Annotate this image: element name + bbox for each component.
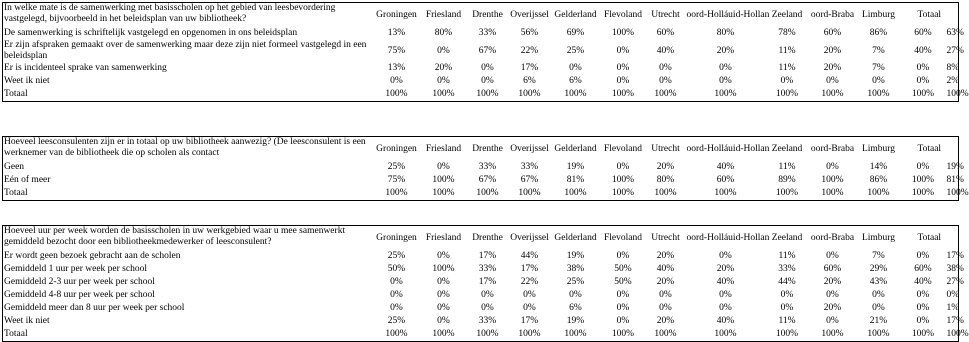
cell-value: 0% bbox=[437, 277, 450, 287]
cell-value: 40% bbox=[656, 45, 675, 56]
cell-value: 100% bbox=[809, 88, 857, 102]
cell-value: 0% bbox=[916, 162, 930, 172]
cell-value: 86% bbox=[869, 175, 888, 185]
table-samenwerking bbox=[2, 2, 969, 102]
row-label: Gemiddeld 1 uur per week per school bbox=[3, 263, 373, 276]
cell-value: 20% bbox=[656, 251, 675, 261]
col-header: Limburg bbox=[857, 3, 901, 27]
cell-value: 100% bbox=[766, 88, 809, 102]
cell-value: 40% bbox=[716, 277, 735, 287]
cell-value: 20% bbox=[823, 63, 842, 73]
cell-value: 13% bbox=[387, 28, 406, 38]
cell-value: 0% bbox=[390, 277, 403, 287]
cell-value: 20% bbox=[823, 45, 842, 56]
cell-value: 100% bbox=[373, 187, 421, 201]
cell-value: 100% bbox=[857, 328, 901, 342]
cell-value: 25% bbox=[566, 277, 585, 287]
col-header: Friesland bbox=[421, 3, 467, 27]
table-row bbox=[3, 328, 959, 342]
cell-value: 100% bbox=[686, 328, 766, 342]
table-row bbox=[3, 161, 959, 174]
cell-value: 0% bbox=[616, 76, 630, 86]
col-header: Groningen bbox=[373, 137, 421, 161]
cell-value: 0% bbox=[437, 303, 450, 313]
table-row bbox=[3, 263, 959, 276]
col-header: Flevoland bbox=[601, 137, 646, 161]
cell-value: 0% bbox=[659, 290, 672, 300]
table-row bbox=[3, 62, 959, 75]
cell-value: 11% bbox=[778, 45, 796, 56]
table-row bbox=[3, 27, 959, 40]
cell-value: 0% bbox=[481, 290, 494, 300]
cell-value: 0% bbox=[616, 316, 630, 326]
cell-value: 11% bbox=[778, 251, 796, 261]
cell-value: 81% bbox=[566, 175, 585, 185]
cell-value: 25% bbox=[387, 162, 406, 172]
cell-value: 100% bbox=[901, 328, 946, 342]
cell-value: 0% bbox=[780, 290, 794, 300]
cell-value: 100% bbox=[421, 187, 467, 201]
cell-value: 100% bbox=[646, 187, 686, 201]
col-header: Groningen bbox=[373, 226, 421, 250]
cell-value: 100% bbox=[611, 28, 635, 38]
table-row bbox=[3, 289, 959, 302]
cell-value: 20% bbox=[716, 45, 735, 56]
col-header: Flevoland bbox=[601, 226, 646, 250]
cell-value: 100% bbox=[901, 88, 946, 102]
cell-value: 60% bbox=[914, 28, 932, 38]
cell-value: 20% bbox=[656, 316, 675, 326]
cell-value: 0% bbox=[719, 290, 732, 300]
cell-value: 0% bbox=[523, 290, 536, 300]
cell-value: 20% bbox=[823, 277, 842, 287]
cell-value: 100% bbox=[601, 187, 646, 201]
cell-value: 17% bbox=[946, 251, 964, 261]
cell-value: 100% bbox=[373, 88, 421, 102]
table-header bbox=[3, 137, 959, 161]
cell-value: 0% bbox=[780, 303, 794, 313]
cell-value: 100% bbox=[857, 187, 901, 201]
cell-value: 0% bbox=[437, 76, 450, 86]
row-label: Weet ik niet bbox=[3, 75, 373, 88]
cell-value: 33% bbox=[478, 264, 497, 274]
cell-value: 40% bbox=[914, 45, 932, 56]
cell-value: 100% bbox=[509, 328, 551, 342]
cell-value: 19% bbox=[566, 316, 585, 326]
cell-value: 100% bbox=[646, 328, 686, 342]
row-label: Eén of meer bbox=[3, 174, 373, 187]
cell-value: 11% bbox=[778, 316, 796, 326]
cell-value: 100% bbox=[809, 187, 857, 201]
cell-value: 11% bbox=[778, 63, 796, 73]
cell-value: 63% bbox=[946, 28, 964, 38]
cell-value: 0% bbox=[616, 251, 630, 261]
cell-value: 40% bbox=[716, 316, 735, 326]
col-header: Gelderland bbox=[551, 3, 601, 27]
col-header: Zeeland bbox=[766, 3, 809, 27]
col-header: Overijssel bbox=[509, 137, 551, 161]
cell-value: 20% bbox=[656, 162, 675, 172]
cell-value: 0% bbox=[826, 290, 839, 300]
cell-value: 0% bbox=[437, 45, 450, 56]
cell-value: 80% bbox=[716, 28, 735, 38]
cell-value: 100% bbox=[601, 328, 646, 342]
table-row bbox=[3, 40, 959, 62]
col-header: Flevoland bbox=[601, 3, 646, 27]
cell-value: 100% bbox=[946, 329, 969, 339]
cell-value: 25% bbox=[387, 316, 406, 326]
cell-value: 21% bbox=[869, 316, 888, 326]
col-header: Friesland bbox=[421, 226, 467, 250]
cell-value: 0% bbox=[659, 76, 672, 86]
col-header: Totaal bbox=[901, 3, 959, 27]
table-row bbox=[3, 302, 959, 315]
cell-value: 38% bbox=[566, 264, 585, 274]
cell-value: 33% bbox=[478, 28, 497, 38]
cell-value: 38% bbox=[946, 264, 964, 274]
col-header: Friesland bbox=[421, 137, 467, 161]
cell-value: 25% bbox=[387, 251, 406, 261]
col-header: Utrecht bbox=[646, 226, 686, 250]
cell-value: 0% bbox=[916, 316, 930, 326]
cell-value: 0% bbox=[872, 290, 885, 300]
cell-value: 0% bbox=[872, 303, 885, 313]
cell-value: 75% bbox=[387, 45, 406, 56]
col-header: Limburg bbox=[857, 226, 901, 250]
cell-value: 0% bbox=[437, 162, 450, 172]
col-header: Gelderland bbox=[551, 226, 601, 250]
cell-value: 19% bbox=[566, 251, 585, 261]
row-label: Er wordt geen bezoek gebracht aan de scholen bbox=[3, 250, 373, 263]
cell-value: 0% bbox=[616, 290, 630, 300]
cell-value: 100% bbox=[809, 328, 857, 342]
cell-value: 100% bbox=[551, 88, 601, 102]
table-row bbox=[3, 88, 959, 102]
cell-value: 100% bbox=[611, 175, 635, 185]
cell-value: 80% bbox=[434, 28, 453, 38]
cell-value: 33% bbox=[520, 162, 539, 172]
cell-value: 67% bbox=[520, 175, 539, 185]
cell-value: 100% bbox=[821, 175, 844, 185]
table-row bbox=[3, 276, 959, 289]
cell-value: 0% bbox=[437, 251, 450, 261]
cell-value: 86% bbox=[869, 28, 888, 38]
cell-value: 0% bbox=[437, 290, 450, 300]
cell-value: 25% bbox=[566, 45, 585, 56]
cell-value: 100% bbox=[686, 88, 766, 102]
cell-value: 20% bbox=[656, 277, 675, 287]
col-header: Gelderland bbox=[551, 137, 601, 161]
cell-value: 17% bbox=[520, 264, 539, 274]
cell-value: 0% bbox=[481, 63, 494, 73]
cell-value: 11% bbox=[778, 162, 796, 172]
cell-value: 50% bbox=[387, 264, 406, 274]
cell-value: 33% bbox=[478, 162, 497, 172]
cell-value: 17% bbox=[520, 316, 539, 326]
cell-value: 100% bbox=[601, 88, 646, 102]
cell-value: 29% bbox=[869, 264, 888, 274]
col-header: Totaal bbox=[901, 226, 959, 250]
cell-value: 2% bbox=[946, 76, 960, 86]
cell-value: 0% bbox=[616, 162, 630, 172]
cell-value: 22% bbox=[520, 277, 539, 287]
cell-value: 8% bbox=[946, 63, 960, 73]
cell-value: 100% bbox=[946, 89, 969, 99]
question-text: Hoeveel uur per week worden de basisscholen in uw werkgebied waar u mee samenwerkt gemiddeld bezocht door een bibliotheekmedewerker of leesconsulent? bbox=[3, 226, 373, 250]
cell-value: 44% bbox=[778, 277, 796, 287]
cell-value: 0% bbox=[946, 290, 960, 300]
cell-value: 17% bbox=[478, 277, 497, 287]
cell-value: 60% bbox=[656, 28, 675, 38]
cell-value: 100% bbox=[551, 187, 601, 201]
row-label: Gemiddeld meer dan 8 uur per week per school bbox=[3, 302, 373, 315]
cell-value: 0% bbox=[390, 290, 403, 300]
cell-value: 100% bbox=[766, 187, 809, 201]
cell-value: 0% bbox=[481, 303, 494, 313]
cell-value: 67% bbox=[478, 175, 497, 185]
cell-value: 44% bbox=[520, 251, 539, 261]
col-header: oord-Braba bbox=[809, 3, 857, 27]
cell-value: 60% bbox=[823, 28, 842, 38]
cell-value: 100% bbox=[857, 88, 901, 102]
cell-value: 17% bbox=[478, 251, 497, 261]
question-text: Hoeveel leesconsulenten zijn er in totaal op uw bibliotheek aanwezig? (De leesconsulent is een werknemer van de bibliotheek die op scholen als contact bbox=[3, 137, 373, 161]
cell-value: 17% bbox=[946, 316, 964, 326]
table-row bbox=[3, 75, 959, 88]
col-header: Drenthe bbox=[467, 226, 509, 250]
row-label: Er is incidenteel sprake van samenwerking bbox=[3, 62, 373, 75]
row-label: Geen bbox=[3, 161, 373, 174]
row-label: Gemiddeld 4-8 uur per week per school bbox=[3, 289, 373, 302]
cell-value: 27% bbox=[946, 40, 959, 62]
cell-value: 100% bbox=[373, 328, 421, 342]
cell-value: 100% bbox=[467, 187, 509, 201]
col-header: Utrecht bbox=[646, 3, 686, 27]
cell-value: 33% bbox=[778, 264, 796, 274]
col-header: Drenthe bbox=[467, 3, 509, 27]
col-header: oord-Holláuid-Hollan bbox=[686, 226, 766, 250]
cell-value: 0% bbox=[437, 316, 450, 326]
table-row bbox=[3, 250, 959, 263]
row-label: Totaal bbox=[3, 88, 373, 102]
cell-value: 0% bbox=[872, 76, 885, 86]
table-row bbox=[3, 315, 959, 328]
cell-value: 7% bbox=[872, 45, 885, 56]
row-label: Totaal bbox=[3, 187, 373, 201]
cell-value: 0% bbox=[826, 162, 839, 172]
col-header: Zeeland bbox=[766, 137, 809, 161]
cell-value: 0% bbox=[523, 303, 536, 313]
cell-value: 80% bbox=[656, 175, 675, 185]
cell-value: 0% bbox=[916, 290, 930, 300]
cell-value: 0% bbox=[616, 45, 630, 56]
cell-value: 60% bbox=[823, 264, 842, 274]
cell-value: 75% bbox=[387, 175, 406, 185]
cell-value: 0% bbox=[719, 303, 732, 313]
cell-value: 0% bbox=[780, 76, 794, 86]
cell-value: 27% bbox=[946, 277, 964, 287]
cell-value: 60% bbox=[716, 175, 735, 185]
cell-value: 0% bbox=[616, 63, 630, 73]
cell-value: 13% bbox=[387, 63, 406, 73]
cell-value: 100% bbox=[551, 328, 601, 342]
cell-value: 0% bbox=[826, 76, 839, 86]
table-header bbox=[3, 3, 959, 27]
cell-value: 20% bbox=[823, 303, 842, 313]
cell-value: 50% bbox=[614, 277, 632, 287]
table-row bbox=[3, 174, 959, 187]
cell-value: 100% bbox=[421, 88, 467, 102]
cell-value: 0% bbox=[826, 316, 839, 326]
table-leesconsulenten bbox=[2, 136, 969, 201]
cell-value: 0% bbox=[719, 76, 732, 86]
cell-value: 40% bbox=[656, 264, 675, 274]
cell-value: 6% bbox=[523, 76, 536, 86]
cell-value: 56% bbox=[520, 28, 539, 38]
cell-value: 22% bbox=[520, 45, 539, 56]
cell-value: 43% bbox=[869, 277, 888, 287]
cell-value: 100% bbox=[509, 187, 551, 201]
col-header: Drenthe bbox=[467, 137, 509, 161]
cell-value: 100% bbox=[646, 88, 686, 102]
col-header: oord-Holláuid-Hollan bbox=[686, 3, 766, 27]
table-row bbox=[3, 187, 959, 201]
cell-value: 0% bbox=[916, 63, 930, 73]
cell-value: 33% bbox=[478, 316, 497, 326]
cell-value: 40% bbox=[914, 277, 932, 287]
cell-value: 100% bbox=[901, 187, 946, 201]
row-label: Er zijn afspraken gemaakt over de samenwerking maar deze zijn niet formeel vastgelegd in een beleidsplan bbox=[3, 40, 373, 62]
row-label: De samenwerking is schriftelijk vastgelegd en opgenomen in ons beleidsplan bbox=[3, 27, 373, 40]
col-header: Overijssel bbox=[509, 3, 551, 27]
cell-value: 0% bbox=[916, 76, 930, 86]
row-label: Weet ik niet bbox=[3, 315, 373, 328]
cell-value: 0% bbox=[616, 303, 630, 313]
cell-value: 14% bbox=[869, 162, 888, 172]
col-header: oord-Braba bbox=[809, 226, 857, 250]
col-header: Groningen bbox=[373, 3, 421, 27]
cell-value: 0% bbox=[916, 303, 930, 313]
cell-value: 69% bbox=[566, 28, 585, 38]
cell-value: 100% bbox=[686, 187, 766, 201]
cell-value: 6% bbox=[569, 76, 582, 86]
cell-value: 100% bbox=[467, 328, 509, 342]
col-header: oord-Holláuid-Hollan bbox=[686, 137, 766, 161]
cell-value: 100% bbox=[911, 175, 935, 185]
table-bezoekuren bbox=[2, 225, 969, 342]
cell-value: 0% bbox=[916, 251, 930, 261]
question-text: In welke mate is de samenwerking met basisscholen op het gebied van leesbevordering vastgelegd, bijvoorbeeld in het beleidsplan van uw bibliotheek? bbox=[3, 3, 373, 27]
cell-value: 7% bbox=[872, 251, 885, 261]
cell-value: 0% bbox=[719, 63, 732, 73]
cell-value: 100% bbox=[509, 88, 551, 102]
cell-value: 100% bbox=[421, 328, 467, 342]
cell-value: 89% bbox=[778, 175, 796, 185]
cell-value: 20% bbox=[434, 63, 453, 73]
cell-value: 17% bbox=[520, 63, 539, 73]
cell-value: 0% bbox=[719, 251, 732, 261]
cell-value: 1% bbox=[946, 303, 960, 313]
col-header: Limburg bbox=[857, 137, 901, 161]
cell-value: 0% bbox=[390, 303, 403, 313]
table-header bbox=[3, 226, 959, 250]
cell-value: 50% bbox=[614, 264, 632, 274]
cell-value: 0% bbox=[659, 63, 672, 73]
cell-value: 0% bbox=[826, 251, 839, 261]
cell-value: 0% bbox=[481, 76, 494, 86]
cell-value: 7% bbox=[872, 63, 885, 73]
cell-value: 100% bbox=[766, 328, 809, 342]
cell-value: 81% bbox=[946, 175, 964, 185]
cell-value: 19% bbox=[566, 162, 585, 172]
cell-value: 20% bbox=[716, 264, 735, 274]
col-header: Utrecht bbox=[646, 137, 686, 161]
cell-value: 100% bbox=[432, 264, 455, 274]
col-header: Zeeland bbox=[766, 226, 809, 250]
cell-value: 60% bbox=[914, 264, 932, 274]
col-header: Overijssel bbox=[509, 226, 551, 250]
row-label: Gemiddeld 2-3 uur per week per school bbox=[3, 276, 373, 289]
cell-value: 100% bbox=[467, 88, 509, 102]
cell-value: 0% bbox=[569, 63, 582, 73]
cell-value: 6% bbox=[569, 303, 582, 313]
cell-value: 19% bbox=[946, 162, 964, 172]
cell-value: 100% bbox=[432, 175, 455, 185]
cell-value: 0% bbox=[659, 303, 672, 313]
cell-value: 0% bbox=[569, 290, 582, 300]
cell-value: 67% bbox=[478, 45, 497, 56]
row-label: Totaal bbox=[3, 328, 373, 342]
cell-value: 40% bbox=[716, 162, 735, 172]
cell-value: 0% bbox=[390, 76, 403, 86]
cell-value: 78% bbox=[778, 28, 796, 38]
cell-value: 100% bbox=[946, 188, 969, 198]
col-header: Totaal bbox=[901, 137, 959, 161]
col-header: oord-Braba bbox=[809, 137, 857, 161]
